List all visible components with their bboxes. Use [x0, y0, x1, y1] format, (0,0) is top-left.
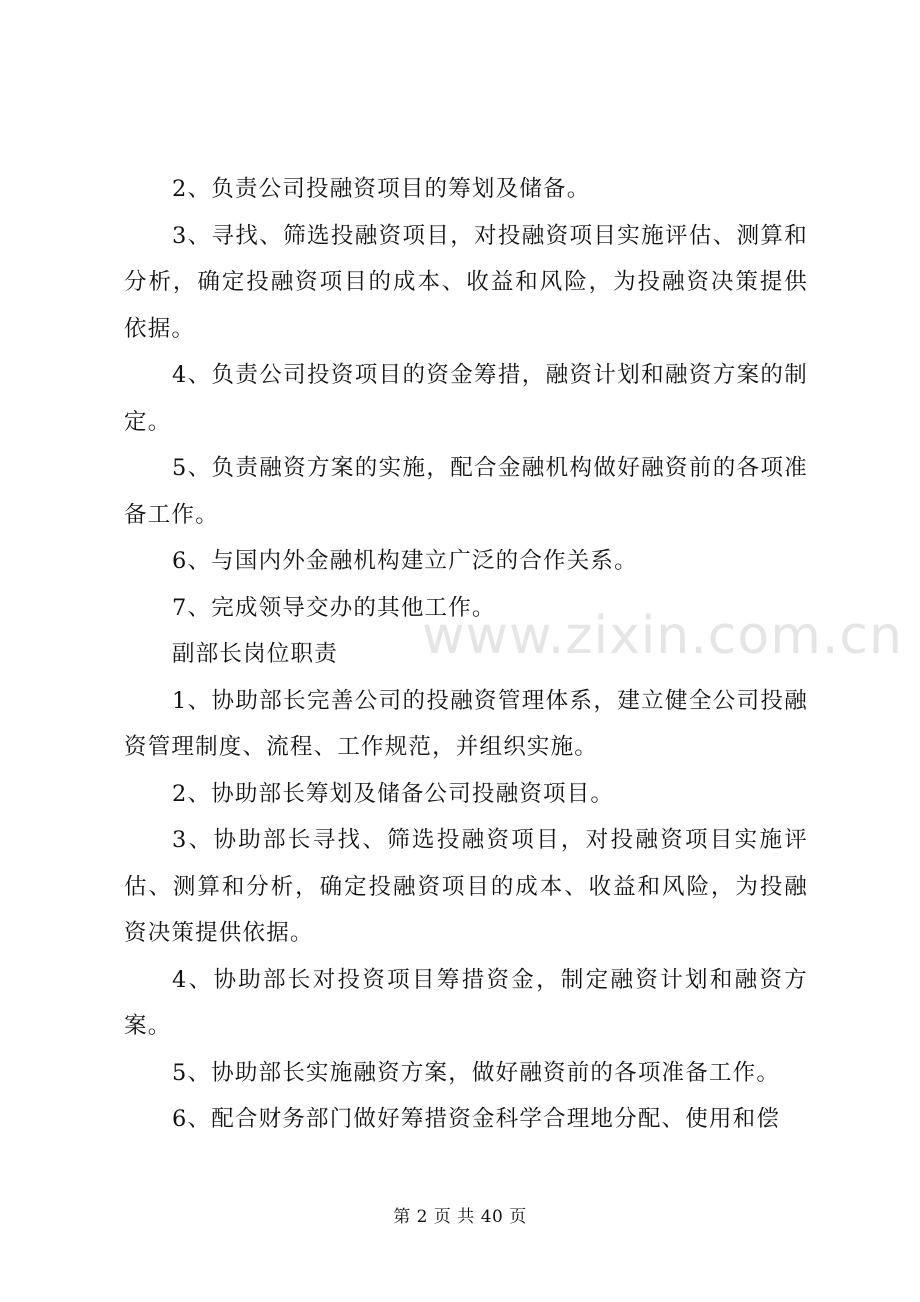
- paragraph: 3、协助部长寻找、筛选投融资项目，对投融资项目实施评估、测算和分析，确定投融资项目的成本、收益和风险，为投融资决策提供依据。: [124, 827, 808, 946]
- paragraph: 1、协助部长完善公司的投融资管理体系，建立健全公司投融资管理制度、流程、工作规范，并组织实施。: [124, 687, 808, 760]
- paragraph: 4、负责公司投资项目的资金筹措，融资计划和融资方案的制定。: [124, 362, 808, 435]
- section-heading: 副部长岗位职责: [172, 641, 338, 667]
- paragraph: 7、完成领导交办的其他工作。: [172, 594, 496, 621]
- paragraph: 2、协助部长筹划及储备公司投融资项目。: [172, 780, 615, 807]
- paragraph: 3、寻找、筛选投融资项目，对投融资项目实施评估、测算和分析，确定投融资项目的成本、收益和风险，为投融资决策提供依据。: [124, 222, 808, 342]
- document-body: [124, 166, 808, 1143]
- watermark: www.zixin.com.cn: [422, 606, 903, 666]
- paragraph: 6、与国内外金融机构建立广泛的合作关系。: [172, 548, 638, 574]
- paragraph: 5、协助部长实施融资方案，做好融资前的各项准备工作。: [172, 1059, 781, 1086]
- paragraph: 5、负责融资方案的实施，配合金融机构做好融资前的各项准备工作。: [124, 455, 808, 528]
- page-footer: 第 2 页 共 40 页: [393, 1207, 527, 1227]
- paragraph: 6、配合财务部门做好筹措资金科学合理地分配、使用和偿: [172, 1106, 781, 1132]
- paragraph: 4、协助部长对投资项目筹措资金，制定融资计划和融资方案。: [124, 966, 808, 1039]
- paragraph: 2、负责公司投融资项目的筹划及储备。: [172, 176, 591, 202]
